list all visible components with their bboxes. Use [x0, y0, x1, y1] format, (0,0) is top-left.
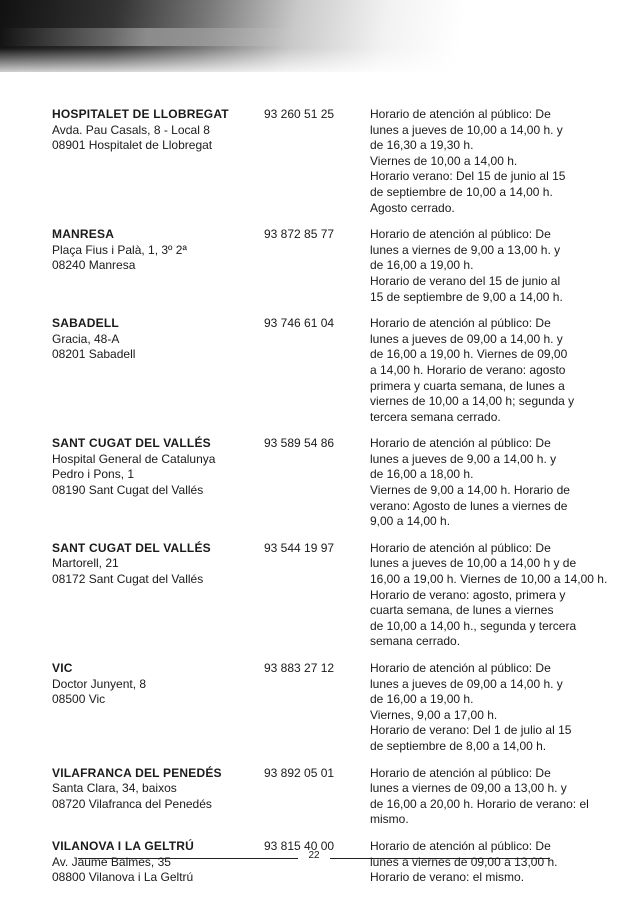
- address-line: Plaça Fius i Palà, 1, 3º 2ª: [52, 242, 187, 257]
- office-name: SANT CUGAT DEL VALLÉS: [52, 540, 211, 555]
- hours-line: lunes a jueves de 9,00 a 14,00 h. y: [370, 451, 557, 466]
- hours-line: Horario de atención al público: De: [370, 436, 551, 451]
- office-entry: [52, 227, 612, 305]
- hours-line: lunes a jueves de 10,00 a 14,00 h. y: [370, 122, 563, 137]
- hours-line: de 10,00 a 14,00 h., segunda y tercera: [370, 618, 577, 633]
- office-entry: [52, 436, 612, 530]
- hours-line: Horario de verano: agosto, primera y: [370, 587, 566, 602]
- hours-line: mismo.: [370, 812, 409, 827]
- office-phone: 93 589 54 86: [264, 436, 335, 451]
- address-line: Hospital General de Catalunya: [52, 451, 216, 466]
- office-address-block: [52, 541, 264, 650]
- office-hours: [370, 436, 612, 530]
- hours-line: Horario de atención al público: De: [370, 316, 551, 331]
- office-phone: 93 815 40 00: [264, 838, 335, 853]
- hours-line: Horario de atención al público: De: [370, 227, 551, 242]
- hours-line: Viernes de 9,00 a 14,00 h. Horario de: [370, 483, 570, 498]
- address-line: 08240 Manresa: [52, 258, 136, 273]
- footer-rule-left: [78, 858, 298, 859]
- address-line: Doctor Junyent, 8: [52, 676, 147, 691]
- address-line: Avda. Pau Casals, 8 - Local 8: [52, 122, 210, 137]
- hours-line: Agosto cerrado.: [370, 200, 455, 215]
- office-address-block: [52, 839, 264, 886]
- office-hours: [370, 839, 612, 886]
- hours-line: de 16,00 a 19,00 h.: [370, 692, 474, 707]
- address-line: 08190 Sant Cugat del Vallés: [52, 483, 204, 498]
- office-entry: [52, 839, 612, 886]
- office-hours: [370, 661, 612, 755]
- office-phone: 93 872 85 77: [264, 227, 335, 242]
- office-name: VILANOVA I LA GELTRÚ: [52, 838, 194, 853]
- hours-line: de 16,30 a 19,30 h.: [370, 138, 474, 153]
- office-hours: [370, 107, 612, 216]
- hours-line: lunes a viernes de 09,00 a 13,00 h. y: [370, 781, 567, 796]
- hours-line: lunes a jueves de 09,00 a 14,00 h. y: [370, 676, 563, 691]
- hours-line: Horario verano: Del 15 de junio al 15: [370, 169, 566, 184]
- office-name: SABADELL: [52, 316, 119, 331]
- office-entry: [52, 316, 612, 425]
- address-line: Av. Jaume Balmes, 35: [52, 854, 171, 869]
- office-entry: [52, 541, 612, 650]
- address-line: Santa Clara, 34, baixos: [52, 781, 177, 796]
- office-phone: 93 746 61 04: [264, 316, 335, 331]
- office-address-block: [52, 316, 264, 425]
- office-name: HOSPITALET DE LLOBREGAT: [52, 107, 229, 121]
- address-line: Gracia, 48-A: [52, 331, 120, 346]
- office-hours: [370, 227, 612, 305]
- office-address-block: [52, 227, 264, 305]
- hours-line: de 16,00 a 19,00 h. Viernes de 09,00: [370, 347, 568, 362]
- office-phone: 93 892 05 01: [264, 765, 335, 780]
- address-line: 08720 Vilafranca del Penedés: [52, 796, 212, 811]
- address-line: Martorell, 21: [52, 556, 119, 571]
- hours-line: primera y cuarta semana, de lunes a: [370, 378, 565, 393]
- address-line: 08201 Sabadell: [52, 347, 136, 362]
- office-entry: [52, 766, 612, 828]
- office-name: VIC: [52, 661, 73, 675]
- hours-line: 15 de septiembre de 9,00 a 14,00 h.: [370, 289, 563, 304]
- office-name: SANT CUGAT DEL VALLÉS: [52, 436, 211, 451]
- hours-line: Horario de verano del 15 de junio al: [370, 273, 561, 288]
- office-entry: [52, 107, 612, 216]
- hours-line: lunes a jueves de 09,00 a 14,00 h. y: [370, 331, 563, 346]
- office-hours: [370, 766, 612, 828]
- office-phone: 93 260 51 25: [264, 107, 335, 121]
- hours-line: 9,00 a 14,00 h.: [370, 514, 451, 529]
- hours-line: Horario de verano: el mismo.: [370, 870, 525, 885]
- hours-line: semana cerrado.: [370, 634, 461, 649]
- hours-line: Horario de atención al público: De: [370, 838, 551, 853]
- office-name: MANRESA: [52, 227, 115, 242]
- hours-line: viernes de 10,00 a 14,00 h; segunda y: [370, 394, 575, 409]
- hours-line: Horario de atención al público: De: [370, 107, 551, 121]
- hours-line: verano: Agosto de lunes a viernes de: [370, 498, 568, 513]
- hours-line: de septiembre de 8,00 a 14,00 h.: [370, 738, 547, 753]
- hours-line: cuarta semana, de lunes a viernes: [370, 603, 554, 618]
- hours-line: lunes a viernes de 09,00 a 13,00 h.: [370, 854, 558, 869]
- office-address-block: [52, 766, 264, 828]
- office-list: [52, 107, 612, 897]
- hours-line: Horario de verano: Del 1 de julio al 15: [370, 723, 572, 738]
- hours-line: Horario de atención al público: De: [370, 765, 551, 780]
- office-address-block: [52, 661, 264, 755]
- hours-line: Viernes, 9,00 a 17,00 h.: [370, 707, 498, 722]
- office-hours: [370, 316, 612, 425]
- hours-line: de 16,00 a 20,00 h. Horario de verano: el: [370, 796, 589, 811]
- address-line: 08500 Vic: [52, 692, 106, 707]
- hours-line: de 16,00 a 18,00 h.: [370, 467, 474, 482]
- hours-line: lunes a jueves de 10,00 a 14,00 h y de: [370, 556, 577, 571]
- office-phone: 93 544 19 97: [264, 540, 335, 555]
- address-line: 08800 Vilanova i La Geltrú: [52, 870, 194, 885]
- office-phone: 93 883 27 12: [264, 661, 335, 675]
- hours-line: Viernes de 10,00 a 14,00 h.: [370, 153, 518, 168]
- hours-line: a 14,00 h. Horario de verano: agosto: [370, 362, 566, 377]
- hours-line: Horario de atención al público: De: [370, 661, 551, 675]
- office-address-block: [52, 107, 264, 216]
- office-hours: [370, 541, 612, 650]
- hours-line: de septiembre de 10,00 a 14,00 h.: [370, 184, 553, 199]
- office-name: VILAFRANCA DEL PENEDÉS: [52, 765, 222, 780]
- hours-line: Horario de atención al público: De: [370, 540, 551, 555]
- hours-line: lunes a viernes de 9,00 a 13,00 h. y: [370, 242, 561, 257]
- address-line: 08172 Sant Cugat del Vallés: [52, 572, 204, 587]
- office-address-block: [52, 436, 264, 530]
- hours-line: 16,00 a 19,00 h. Viernes de 10,00 a 14,00 h.: [370, 572, 608, 587]
- page-number: 22: [308, 850, 320, 861]
- address-line: 08901 Hospitalet de Llobregat: [52, 138, 213, 153]
- address-line: Pedro i Pons, 1: [52, 467, 135, 482]
- header-fade: [0, 48, 638, 78]
- hours-line: de 16,00 a 19,00 h.: [370, 258, 474, 273]
- hours-line: tercera semana cerrado.: [370, 409, 501, 424]
- office-entry: [52, 661, 612, 755]
- footer-rule-right: [330, 858, 550, 859]
